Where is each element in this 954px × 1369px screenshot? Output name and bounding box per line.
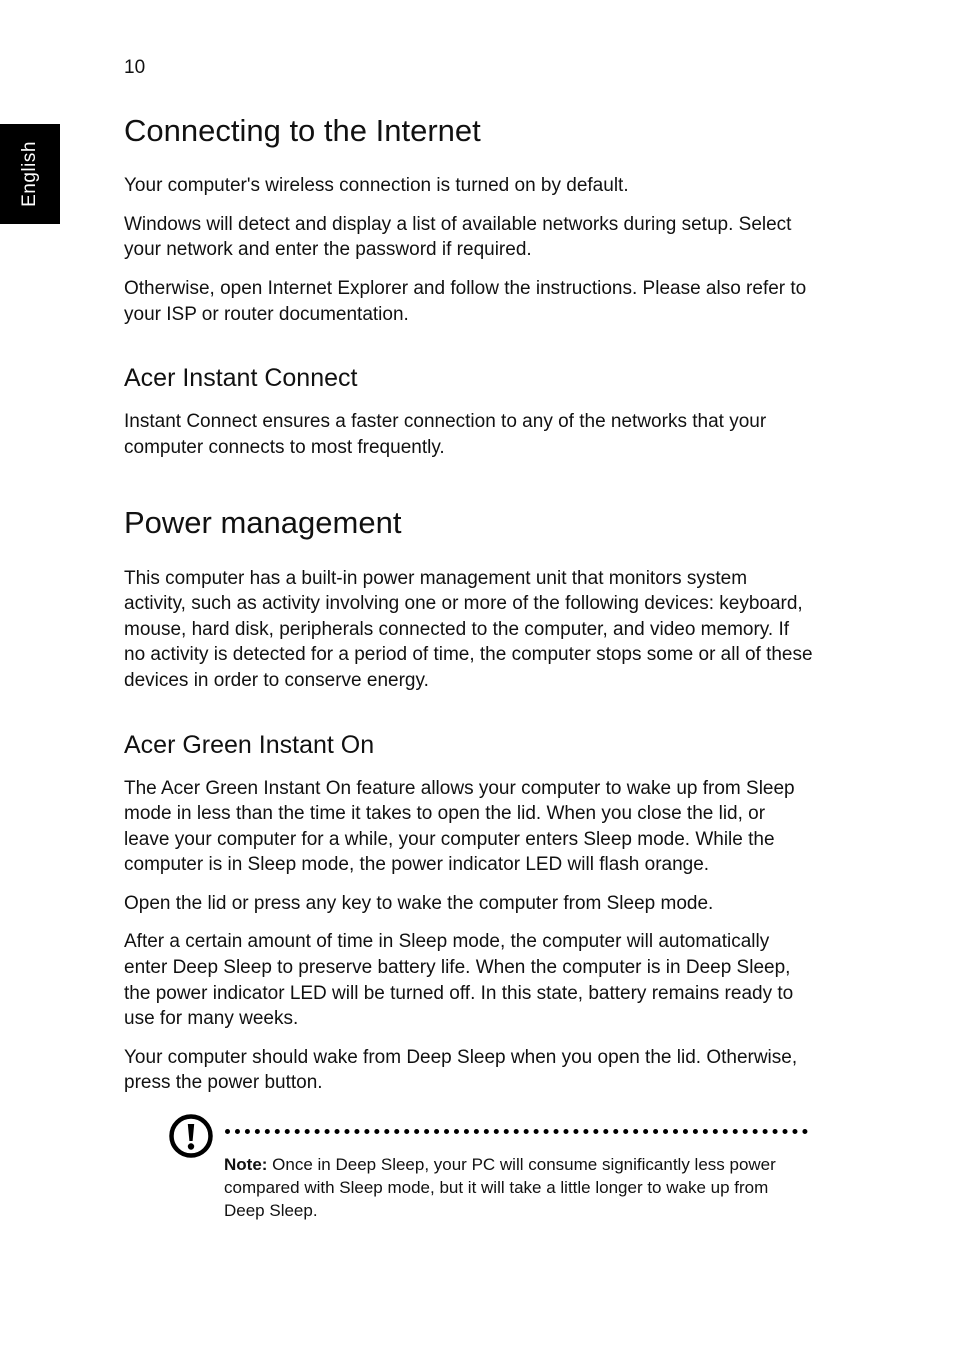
paragraph: Your computer should wake from Deep Sleep when you open the lid. Otherwise, press the power button. — [124, 1046, 798, 1094]
subsection-title-instant-connect: Acer Instant Connect — [124, 364, 358, 393]
language-tab-label: English — [19, 141, 40, 207]
paragraph: Instant Connect ensures a faster connection to any of the networks that your computer connects to most frequently. — [124, 411, 767, 458]
paragraph: The Acer Green Instant On feature allows your computer to wake up from Sleep mode in less than the time it takes to open the lid. When you close the lid, or leave your computer for a while, your computer enters Sleep mode. While the computer is in Sleep mode, the power indicator LED will flash orange. — [124, 777, 795, 876]
note-divider — [225, 1129, 808, 1134]
note-text — [224, 1153, 784, 1222]
paragraph: After a certain amount of time in Sleep mode, the computer will automatically enter Deep Sleep to preserve battery life. When the computer is in Deep Sleep, the power indicator LED will be turned off. In this state, battery remains ready to use for many weeks. — [124, 931, 794, 1030]
language-tab — [0, 124, 60, 224]
section-title-internet: Connecting to the Internet — [124, 113, 481, 148]
note-box — [168, 1113, 813, 1233]
subsection-title-green-instant-on: Acer Green Instant On — [124, 730, 375, 759]
paragraph: Your computer's wireless connection is turned on by default. — [124, 175, 629, 197]
exclamation-circle-icon — [168, 1113, 214, 1159]
page-content — [124, 112, 814, 1109]
paragraph: Windows will detect and display a list of available networks during setup. Select your network and enter the password if required. — [124, 213, 792, 261]
note-body: Once in Deep Sleep, your PC will consume significantly less power compared with Sleep mode, but it will take a little longer to wake up from Deep Sleep. — [224, 1155, 776, 1220]
note-label: Note: — [224, 1155, 268, 1174]
paragraph: This computer has a built-in power management unit that monitors system activity, such as activity involving one or more of the following devices: keyboard, mouse, hard disk, peripherals connected to the computer, and video memory. If no activity is detected for a period of time, the computer stops some or all of these devices in order to conserve energy. — [124, 567, 813, 691]
section-title-power: Power management — [124, 505, 402, 541]
paragraph: Otherwise, open Internet Explorer and follow the instructions. Please also refer to your ISP or router documentation. — [124, 277, 807, 325]
page-number: 10 — [124, 57, 146, 78]
paragraph: Open the lid or press any key to wake the computer from Sleep mode. — [124, 892, 714, 914]
